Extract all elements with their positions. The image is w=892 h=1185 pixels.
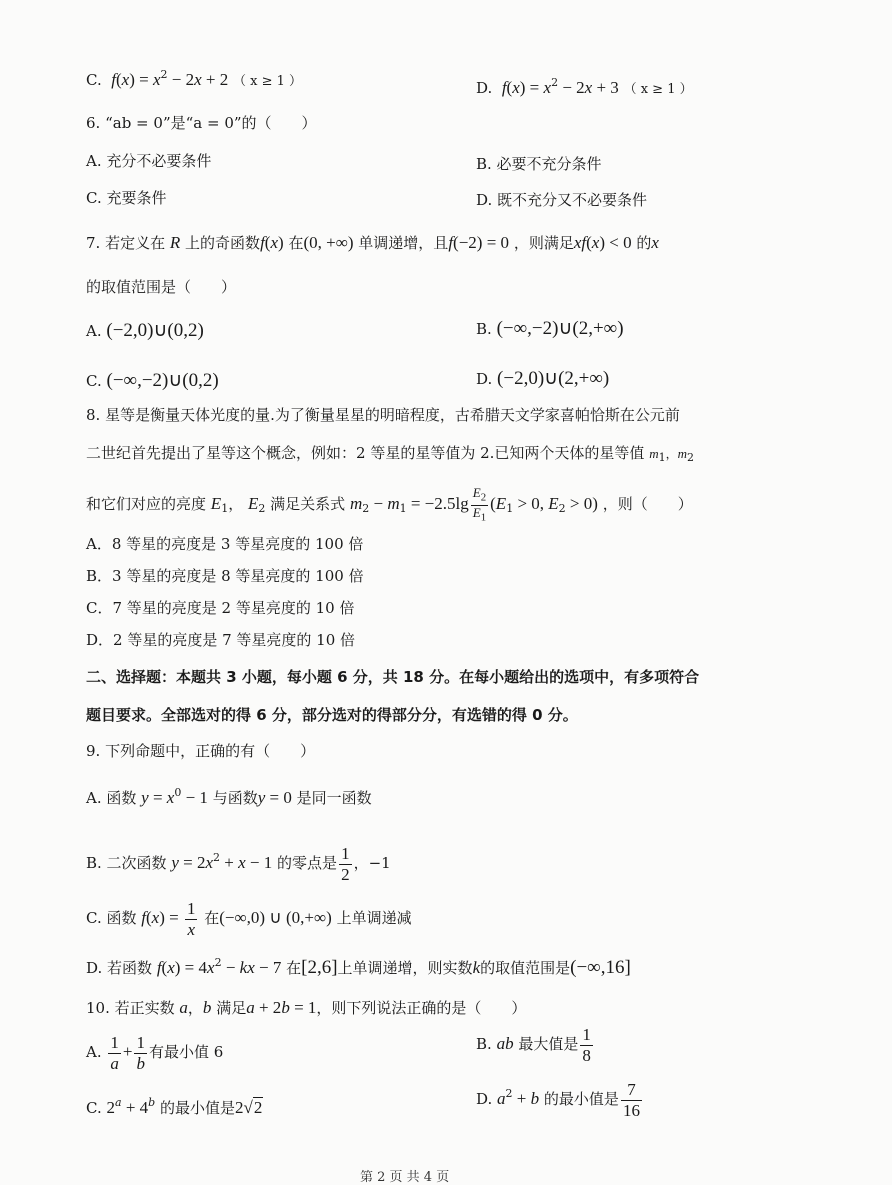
q8-option-a: A．8 等星的亮度是 3 等星亮度的 100 倍	[86, 535, 364, 553]
q8-option-b: B．3 等星的亮度是 8 等星亮度的 100 倍	[86, 567, 364, 585]
q9-option-c: C. 函数 f(x) = $\frac{1}{x}$ 在(−∞,0) ∪ (0,+∞) 上单调递减	[86, 898, 412, 939]
q9-option-d: D. 若函数 $f(x) = 4x^2$ − kx − 7 在[2,6]上单调递增，则实数k的取值范围是(−∞,16]	[86, 956, 631, 978]
q7-stem: 7. 若定义在 R 上的奇函数f(x) 在(0, +∞) 单调递增，且f(−2) = 0 ，则满足xf(x) < 0 的x	[86, 233, 659, 252]
q10-option-c: C. $2^a + 4^b$ 的最小值是2√2	[86, 1096, 263, 1117]
q5-option-c: C. $f(x) = x^2 - 2x + 2$ （ x ≥ 1 ）	[86, 68, 303, 89]
q8-stem-line1: 8. 星等是衡量天体光度的量.为了衡量星星的明暗程度，古希腊天文学家喜帕恰斯在公元前	[86, 406, 680, 424]
q7-stem-line2: 的取值范围是（ ）	[86, 278, 237, 296]
fraction: $\frac{7}{16}$	[622, 1079, 640, 1120]
q6-option-a: A. 充分不必要条件	[86, 152, 212, 170]
q7-option-d: D. (−2,0)∪(2,+∞)	[476, 368, 610, 389]
q8-option-c: C．7 等星的亮度是 2 等星亮度的 10 倍	[86, 599, 355, 617]
q10-option-d: D. $a^2 + b$ 的最小值是 $\frac{7}{16}$	[476, 1079, 640, 1120]
q8-option-d: D．2 等星的亮度是 7 等星亮度的 10 倍	[86, 631, 356, 649]
formula: f	[111, 70, 116, 89]
q7-option-c: C. (−∞,−2)∪(0,2)	[86, 370, 219, 391]
q10-option-b: B. ab 最大值是 $\frac{1}{8}$	[476, 1024, 591, 1065]
q8-stem-line3: 和它们对应的亮度 $E_1$， $E_2$ 满足关系式 $m_2 - m_1 = -2.5\lg$ $\frac{E_2}{E_1}$ ($E_1 > 0$, $E_2 > 0$) ，则（ ）	[86, 485, 693, 524]
option-label: C.	[86, 71, 102, 89]
q9-option-a: A. 函数 $y = x^0 - 1$ 与函数y = 0 是同一函数	[86, 786, 372, 807]
fraction: $\frac{1}{2}$	[341, 843, 350, 884]
q8-stem-line2: 二世纪首先提出了星等这个概念，例如：2 等星的星等值为 2.已知两个天体的星等值 $m_1$，$m_2$	[86, 444, 694, 464]
q10-option-a: A. $\frac{1}{a}$ + $\frac{1}{b}$ 有最小值 6	[86, 1032, 224, 1073]
q6-stem: 6. “ab = 0”是“a = 0”的（ ）	[86, 114, 317, 132]
page-footer: 第 2 页 共 4 页	[360, 1170, 450, 1185]
fraction: $\frac{1}{b}$	[136, 1032, 145, 1073]
q7-option-b: B. (−∞,−2)∪(2,+∞)	[476, 318, 624, 339]
q6-option-b: B. 必要不充分条件	[476, 155, 602, 173]
condition: （ x ≥ 1 ）	[623, 82, 693, 97]
option-label: D.	[476, 79, 493, 97]
q9-stem: 9. 下列命题中，正确的有（ ）	[86, 742, 316, 760]
q5-option-d: D. $f(x) = x^2 - 2x + 3$ （ x ≥ 1 ）	[476, 76, 693, 97]
fraction: $\frac{1}{8}$	[582, 1024, 591, 1065]
section2-heading-line2: 题目要求。全部选对的得 6 分，部分选对的得部分分，有选错的得 0 分。	[86, 706, 578, 724]
q6-option-c: C. 充要条件	[86, 189, 167, 207]
q10-stem: 10. 若正实数 a，b 满足a + 2b = 1，则下列说法正确的是（ ）	[86, 998, 527, 1017]
fraction: $\frac{1}{x}$	[186, 898, 196, 939]
condition: （ x ≥ 1 ）	[233, 74, 303, 89]
fraction: $\frac{1}{a}$	[110, 1032, 119, 1073]
q9-option-b: B. 二次函数 $y = 2x^2 + x - 1$ 的零点是 $\frac{1}{2}$ ，−1	[86, 843, 391, 884]
q6-option-d: D. 既不充分又不必要条件	[476, 191, 648, 209]
section2-heading-line1: 二、选择题：本题共 3 小题，每小题 6 分，共 18 分。在每小题给出的选项中，有多项符合	[86, 668, 700, 686]
fraction: $\frac{E_2}{E_1}$	[472, 485, 487, 524]
q7-option-a: A. (−2,0)∪(0,2)	[86, 320, 204, 341]
